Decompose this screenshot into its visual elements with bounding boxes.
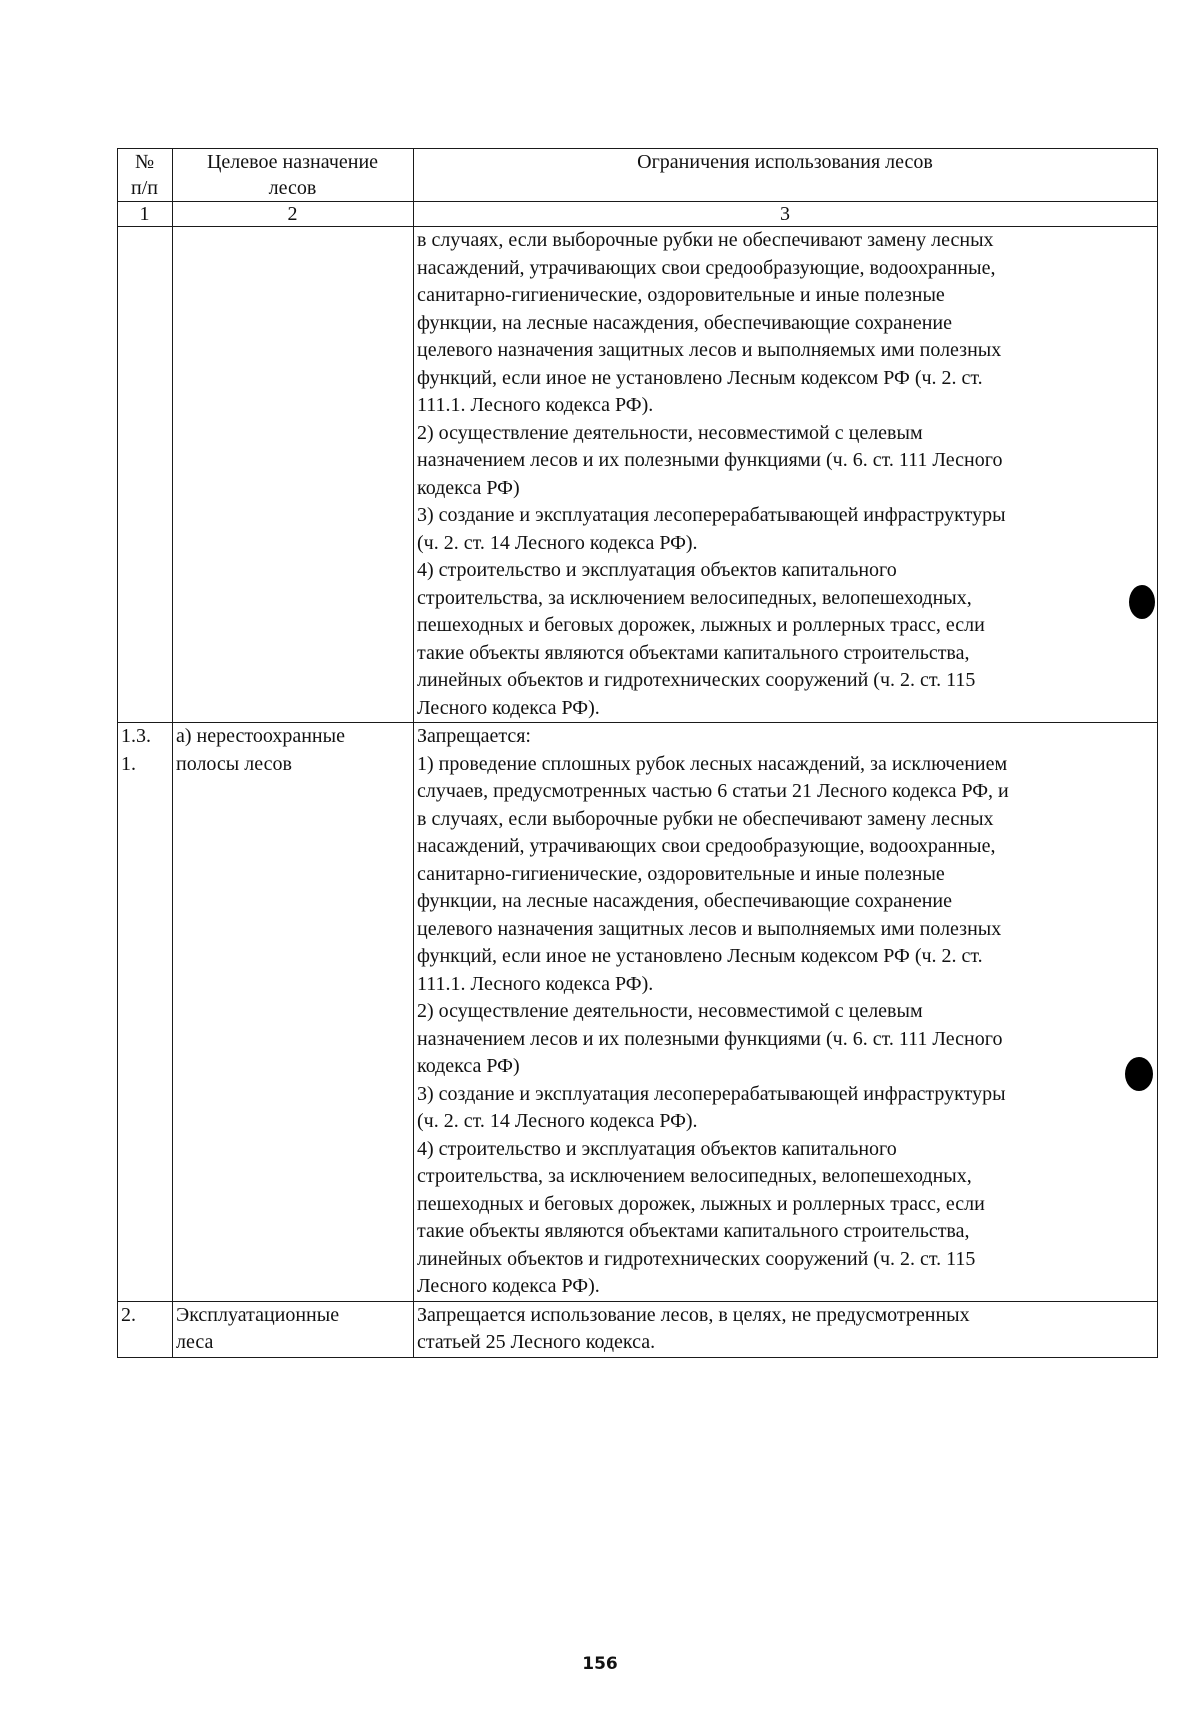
text-line: № bbox=[134, 151, 155, 173]
text-line: 1. bbox=[121, 752, 136, 775]
column-number-1: 1 bbox=[118, 202, 173, 227]
row-restrictions bbox=[414, 1301, 1158, 1357]
text-line: функций, если иное не установлено Лесным кодексом РФ (ч. 2. ст. bbox=[417, 945, 983, 967]
text-line: насаждений, утрачивающих свои средообразующие, водоохранные, bbox=[417, 256, 996, 279]
text-line: 2) осуществление деятельности, несовместимой с целевым bbox=[417, 1000, 923, 1022]
text-line: Эксплуатационные bbox=[176, 1303, 340, 1326]
text-line: 111.1. Лесного кодекса РФ). bbox=[417, 972, 654, 995]
text-line: п/п bbox=[131, 177, 158, 199]
text-line: в случаях, если выборочные рубки не обеспечивают замену лесных bbox=[417, 229, 994, 251]
row-restrictions bbox=[414, 227, 1158, 723]
text-line: случаев, предусмотренных частью 6 статьи 21 Лесного кодекса РФ, и bbox=[417, 780, 1009, 802]
text-line: санитарно-гигиенические, оздоровительные и иные полезные bbox=[417, 862, 945, 885]
row-restrictions bbox=[414, 723, 1158, 1302]
row-purpose bbox=[173, 1301, 414, 1357]
text-line: назначением лесов и их полезными функциями (ч. 6. ст. 111 Лесного bbox=[417, 449, 1003, 471]
text-line: насаждений, утрачивающих свои средообразующие, водоохранные, bbox=[417, 835, 996, 857]
text-line: кодекса РФ) bbox=[417, 1055, 520, 1077]
text-line: Лесного кодекса РФ). bbox=[417, 1275, 600, 1297]
row-purpose bbox=[173, 227, 414, 723]
text-line: функций, если иное не установлено Лесным кодексом РФ (ч. 2. ст. bbox=[417, 366, 983, 389]
text-line: 2) осуществление деятельности, несовместимой с целевым bbox=[417, 421, 923, 444]
text-line: пешеходных и беговых дорожек, лыжных и роллерных трасс, если bbox=[417, 614, 985, 636]
text-line: 4) строительство и эксплуатация объектов капитального bbox=[417, 1137, 897, 1160]
text-line: функции, на лесные насаждения, обеспечивающие сохранение bbox=[417, 890, 952, 912]
text-line: строительства, за исключением велосипедных, велопешеходных, bbox=[417, 1165, 972, 1187]
text-line: назначением лесов и их полезными функциями (ч. 6. ст. 111 Лесного bbox=[417, 1027, 1003, 1050]
header-restrictions bbox=[414, 149, 1158, 202]
punch-hole-mark bbox=[1125, 1057, 1153, 1091]
text-line: санитарно-гигиенические, оздоровительные и иные полезные bbox=[417, 284, 945, 306]
header-purpose bbox=[173, 149, 414, 202]
page-number: 156 bbox=[582, 1654, 618, 1674]
text-line: 2. bbox=[121, 1303, 136, 1326]
text-line: лесов bbox=[268, 177, 317, 199]
text-line: 1) проведение сплошных рубок лесных насаждений, за исключением bbox=[417, 752, 1008, 775]
text-line: кодекса РФ) bbox=[417, 476, 520, 499]
row-number bbox=[118, 227, 173, 723]
row-number bbox=[118, 723, 173, 1302]
text-line: Запрещается использование лесов, в целях, не предусмотренных bbox=[417, 1303, 970, 1326]
text-line: линейных объектов и гидротехнических сооружений (ч. 2. ст. 115 bbox=[417, 669, 976, 691]
text-line: строительства, за исключением велосипедных, велопешеходных, bbox=[417, 586, 972, 609]
text-line: целевого назначения защитных лесов и выполняемых ими полезных bbox=[417, 917, 1002, 940]
text-line: (ч. 2. ст. 14 Лесного кодекса РФ). bbox=[417, 531, 698, 554]
row-number bbox=[118, 1301, 173, 1357]
table-row bbox=[118, 723, 1158, 1302]
text-line: пешеходных и беговых дорожек, лыжных и роллерных трасс, если bbox=[417, 1192, 985, 1215]
text-line: 4) строительство и эксплуатация объектов капитального bbox=[417, 559, 897, 581]
text-line: такие объекты являются объектами капитального строительства, bbox=[417, 1220, 970, 1242]
header-number bbox=[118, 149, 173, 202]
text-line: в случаях, если выборочные рубки не обеспечивают замену лесных bbox=[417, 807, 994, 830]
text-line: полосы лесов bbox=[176, 752, 292, 775]
text-line: леса bbox=[176, 1331, 214, 1353]
text-line: статьей 25 Лесного кодекса. bbox=[417, 1331, 656, 1353]
text-line: 3) создание и эксплуатация лесоперерабатывающей инфраструктуры bbox=[417, 1082, 1006, 1105]
text-line: Запрещается: bbox=[417, 725, 531, 747]
column-number-2: 2 bbox=[173, 202, 414, 227]
table-row bbox=[118, 1301, 1158, 1357]
column-number-row bbox=[118, 202, 1158, 227]
table-row bbox=[118, 227, 1158, 723]
text-line: 111.1. Лесного кодекса РФ). bbox=[417, 394, 654, 416]
text-line: функции, на лесные насаждения, обеспечивающие сохранение bbox=[417, 311, 952, 334]
text-line: линейных объектов и гидротехнических сооружений (ч. 2. ст. 115 bbox=[417, 1247, 976, 1270]
text-line: Ограничения использования лесов bbox=[637, 151, 933, 173]
forest-restrictions-table bbox=[117, 148, 1158, 1358]
text-line: 1.3. bbox=[121, 725, 151, 747]
table-header-row bbox=[118, 149, 1158, 202]
text-line: такие объекты являются объектами капитального строительства, bbox=[417, 641, 970, 664]
row-purpose bbox=[173, 723, 414, 1302]
text-line: Целевое назначение bbox=[206, 151, 379, 173]
text-line: а) нерестоохранные bbox=[176, 725, 345, 747]
text-line: 3) создание и эксплуатация лесоперерабатывающей инфраструктуры bbox=[417, 504, 1006, 526]
text-line: целевого назначения защитных лесов и выполняемых ими полезных bbox=[417, 339, 1002, 361]
text-line: Лесного кодекса РФ). bbox=[417, 696, 600, 719]
column-number-3: 3 bbox=[414, 202, 1158, 227]
text-line: (ч. 2. ст. 14 Лесного кодекса РФ). bbox=[417, 1110, 698, 1132]
punch-hole-mark bbox=[1129, 585, 1155, 619]
